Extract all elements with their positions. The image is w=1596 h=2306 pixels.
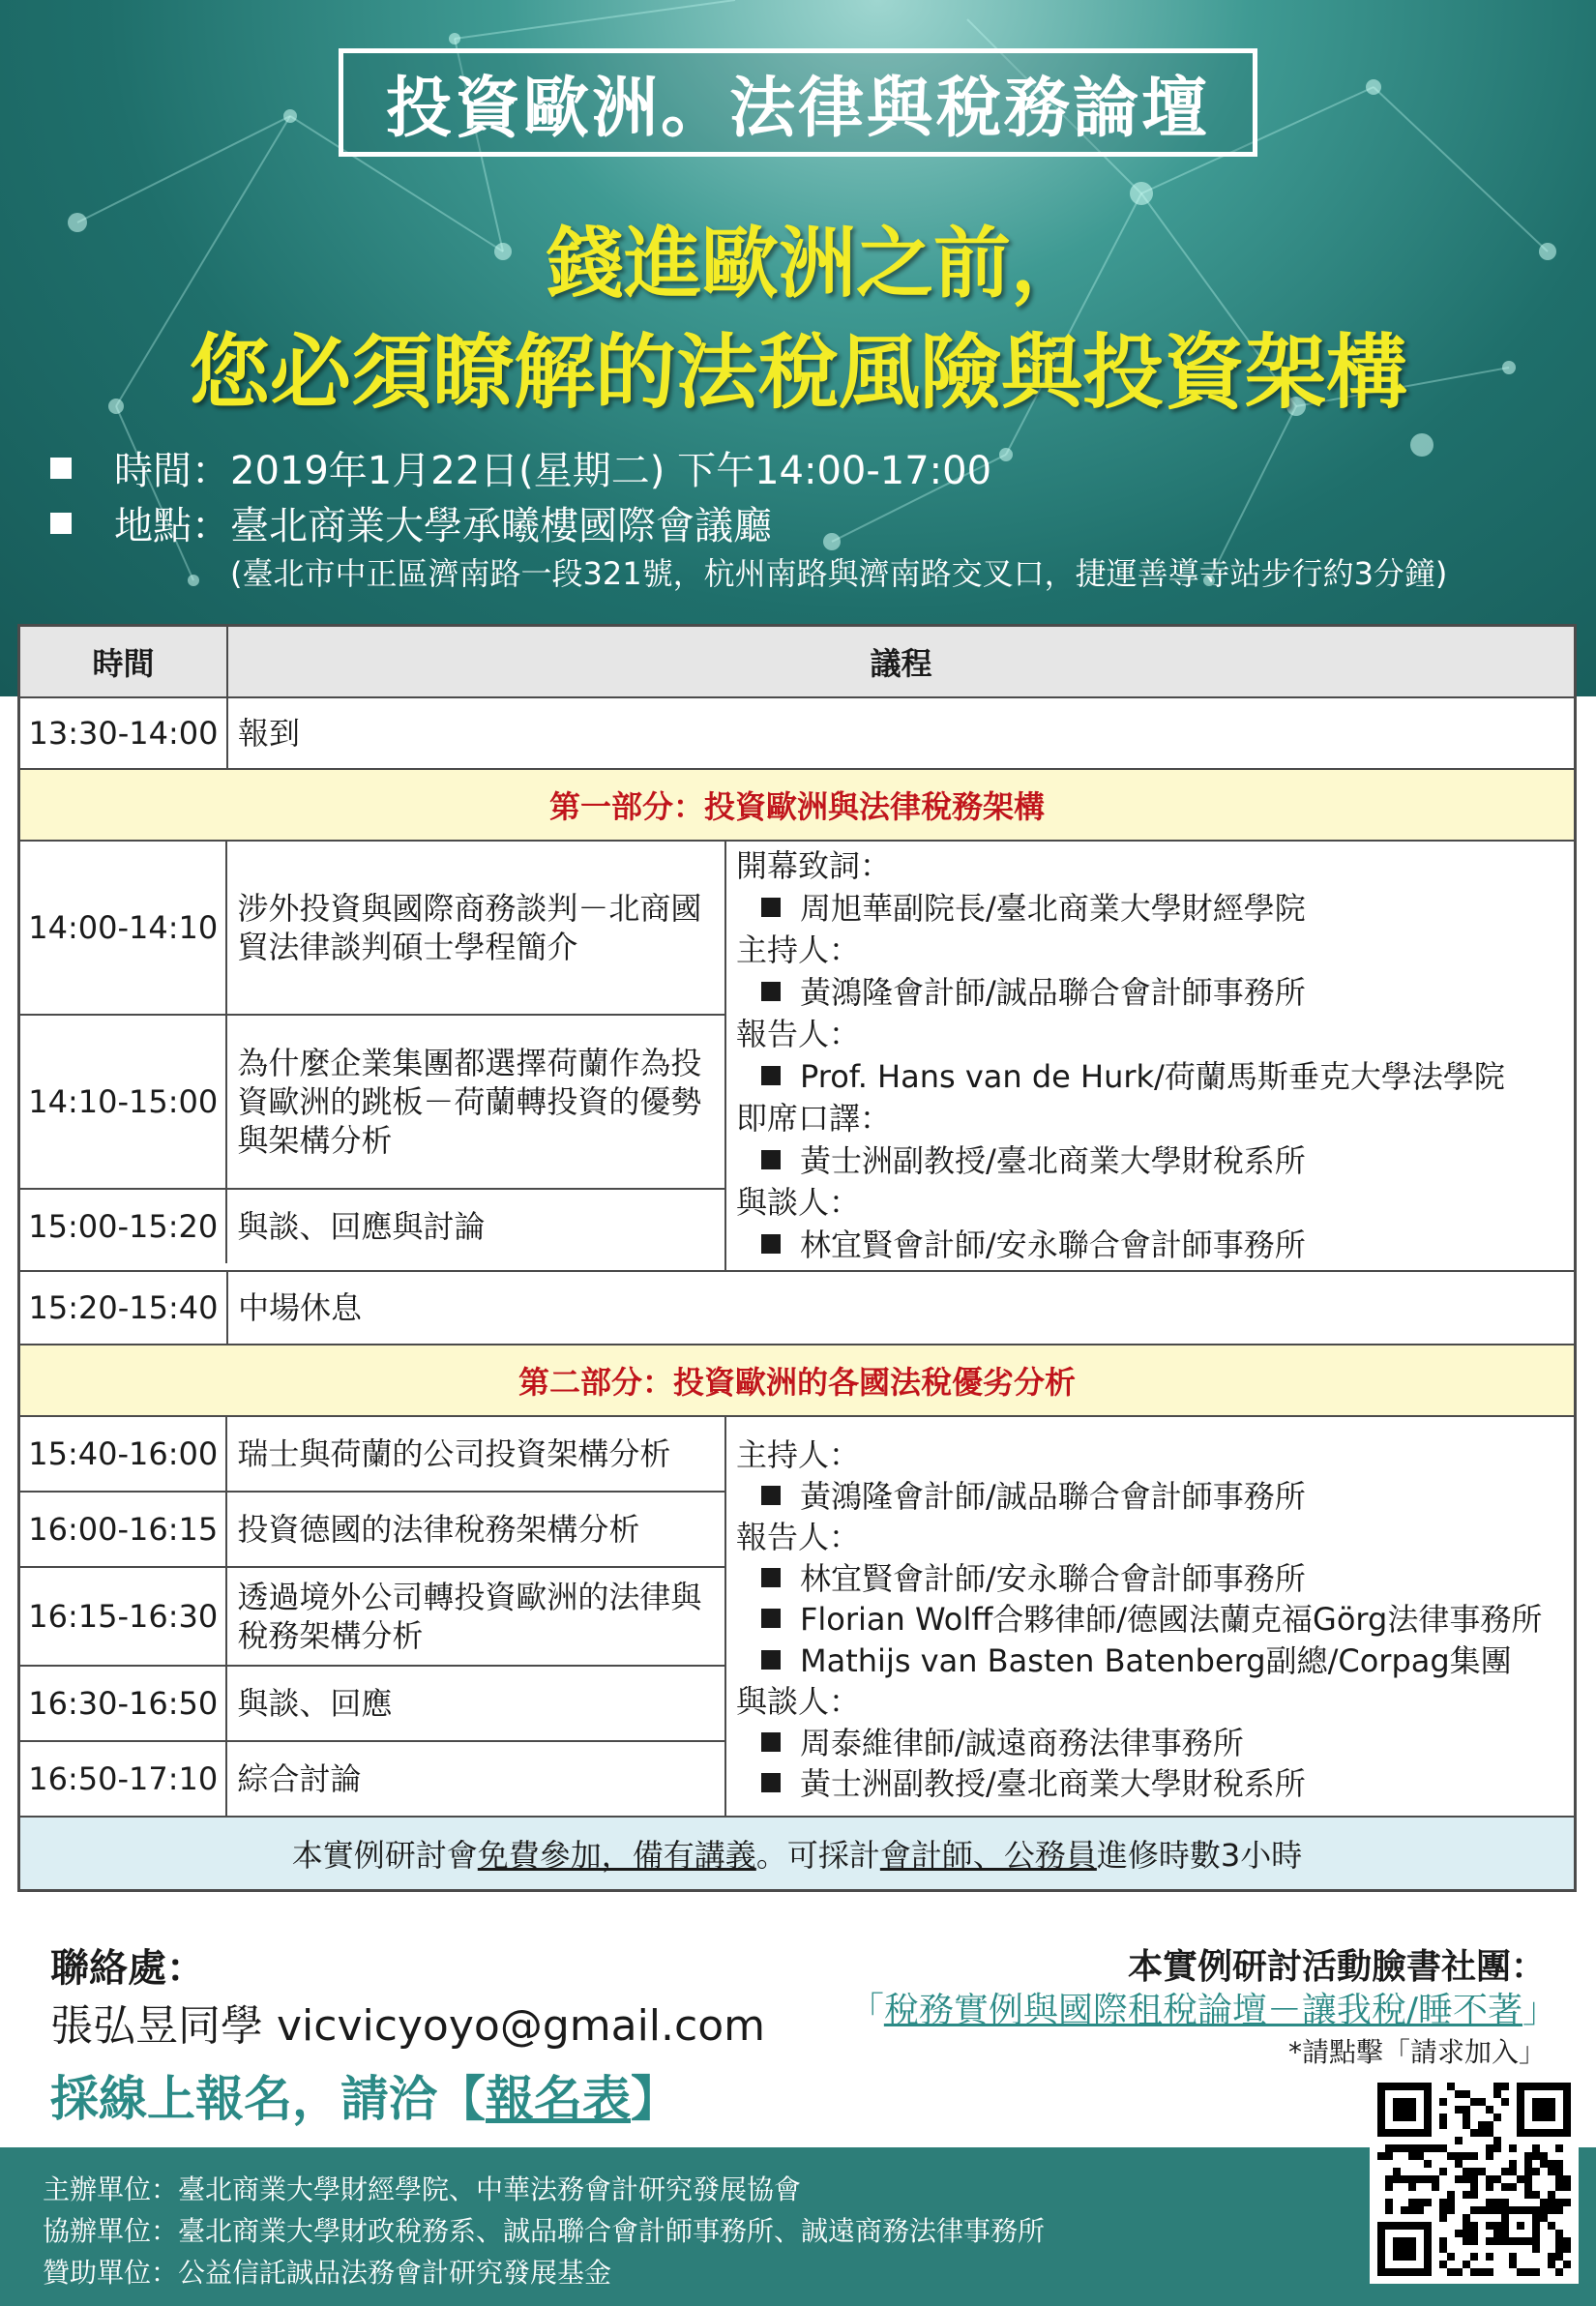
session-topic: 瑞士與荷蘭的公司投資架構分析 <box>237 1435 671 1472</box>
role-label: 報告人： <box>736 1519 861 1555</box>
table-row <box>20 1667 724 1742</box>
table-row <box>20 1742 724 1816</box>
footer-organizers <box>0 2147 1596 2306</box>
person-entry: 林宜賢會計師/安永聯合會計師事務所 <box>736 1225 1564 1267</box>
qr-code-icon <box>1377 2083 1571 2276</box>
table-header-row <box>20 627 1574 698</box>
table-row <box>20 1190 724 1263</box>
event-address: (臺北市中正區濟南路一段321號，杭州南路與濟南路交叉口，捷運善導寺站步行約3分鐘) <box>230 555 1448 592</box>
part2-block <box>20 1417 1574 1818</box>
contact-label: 聯絡處： <box>50 1946 205 1991</box>
session-time: 16:00-16:15 <box>20 1493 227 1566</box>
session-time: 16:30-16:50 <box>20 1667 227 1740</box>
square-bullet-icon <box>761 1609 781 1628</box>
person-entry: 黃士洲副教授/臺北商業大學財稅系所 <box>736 1763 1564 1805</box>
headline-line-1: 錢進歐洲之前， <box>547 219 1088 309</box>
session-time: 15:20-15:40 <box>20 1272 228 1344</box>
session-time: 15:40-16:00 <box>20 1417 227 1491</box>
role-label: 與談人： <box>736 1683 861 1720</box>
session-time: 16:50-17:10 <box>20 1742 227 1816</box>
table-row <box>20 1493 724 1568</box>
role-label: 開幕致詞： <box>736 847 892 884</box>
role-label: 主持人： <box>736 931 861 968</box>
person-entry: 周泰維律師/誠遠商務法律事務所 <box>736 1723 1564 1764</box>
registration-line: 採線上報名，請洽【報名表】 <box>50 2071 679 2127</box>
registration-form-link[interactable]: 報名表 <box>486 2071 631 2127</box>
square-bullet-icon <box>50 458 72 479</box>
column-header-program: 議程 <box>870 645 932 682</box>
facebook-group-link[interactable]: 稅務實例與國際租稅論壇－讓我稅/睡不著 <box>883 1991 1522 2030</box>
agenda-table <box>17 624 1577 1892</box>
square-bullet-icon <box>761 1568 781 1587</box>
organizer-line: 主辦單位：臺北商業大學財經學院、中華法務會計研究發展協會 <box>43 2173 802 2205</box>
session-topic: 涉外投資與國際商務談判－北商國貿法律談判碩士學程簡介 <box>237 890 702 965</box>
header-banner <box>0 0 1596 696</box>
person-entry: 周旭華副院長/臺北商業大學財經學院 <box>736 888 1564 931</box>
table-row <box>20 1272 1574 1345</box>
role-label: 與談人： <box>736 1184 861 1221</box>
square-bullet-icon <box>761 1486 781 1505</box>
session-time: 14:00-14:10 <box>20 842 227 1014</box>
sponsor-line: 贊助單位：公益信託誠品法務會計研究發展基金 <box>43 2257 612 2289</box>
square-bullet-icon <box>761 1732 781 1752</box>
person-entry: 黃士洲副教授/臺北商業大學財稅系所 <box>736 1140 1564 1183</box>
session-time: 13:30-14:00 <box>20 698 228 768</box>
table-row <box>20 1016 724 1190</box>
session-topic: 報到 <box>238 715 301 752</box>
person-entry: Florian Wolff合夥律師/德國法蘭克福Görg法律事務所 <box>736 1599 1564 1641</box>
session-topic: 為什麼企業集團都選擇荷蘭作為投資歐洲的跳板－荷蘭轉投資的優勢與架構分析 <box>237 1045 702 1159</box>
role-label: 即席口譯： <box>736 1100 892 1137</box>
square-bullet-icon <box>761 1773 781 1792</box>
person-entry: Prof. Hans van de Hurk/荷蘭馬斯垂克大學法學院 <box>736 1056 1564 1099</box>
qr-code[interactable] <box>1370 2075 1579 2284</box>
table-row <box>20 842 724 1016</box>
table-row <box>20 1417 724 1493</box>
session-topic: 中場休息 <box>238 1289 363 1326</box>
square-bullet-icon <box>761 898 781 917</box>
event-venue-text: 地點：臺北商業大學承曦樓國際會議廳 <box>114 504 772 548</box>
person-entry: 林宜賢會計師/安永聯合會計師事務所 <box>736 1558 1564 1600</box>
session-time: 14:10-15:00 <box>20 1016 227 1188</box>
part1-block <box>20 842 1574 1272</box>
person-entry: 黃鴻隆會計師/誠品聯合會計師事務所 <box>736 1476 1564 1518</box>
table-row <box>20 698 1574 770</box>
session-time: 16:15-16:30 <box>20 1568 227 1665</box>
facebook-group-label: 本實例研討活動臉書社團： <box>1127 1947 1546 1987</box>
facebook-group: 「稅務實例與國際租稅論壇－讓我稅/睡不著」 <box>848 1991 1557 2030</box>
role-label: 報告人： <box>736 1016 861 1052</box>
event-time-text: 時間：2019年1月22日(星期二) 下午14:00-17:00 <box>114 449 992 493</box>
event-venue <box>50 495 772 550</box>
event-time <box>50 440 991 495</box>
session-topic: 投資德國的法律稅務架構分析 <box>237 1511 640 1548</box>
square-bullet-icon <box>761 1150 781 1169</box>
session-topic: 與談、回應 <box>237 1685 393 1722</box>
person-entry: Mathijs van Basten Batenberg副總/Corpag集團 <box>736 1641 1564 1682</box>
session-time: 15:00-15:20 <box>20 1190 227 1263</box>
part1-section-title: 第一部分：投資歐洲與法律稅務架構 <box>20 770 1574 842</box>
contact-person: 張弘昱同學 vicvicyoyo@gmail.com <box>50 2001 765 2051</box>
square-bullet-icon <box>761 982 781 1001</box>
headline-line-2: 您必須瞭解的法稅風險與投資架構 <box>188 325 1407 420</box>
role-label: 主持人： <box>736 1436 861 1473</box>
facebook-join-hint: *請點擊「請求加入」 <box>1287 2036 1546 2068</box>
session-topic: 透過境外公司轉投資歐洲的法律與稅務架構分析 <box>237 1579 702 1654</box>
session-topic: 綜合討論 <box>237 1760 362 1797</box>
co-organizer-line: 協辦單位：臺北商業大學財政稅務系、誠品聯合會計師事務所、誠遠商務法律事務所 <box>43 2215 1046 2247</box>
square-bullet-icon <box>761 1650 781 1670</box>
square-bullet-icon <box>761 1066 781 1085</box>
column-header-time: 時間 <box>20 627 228 696</box>
part1-speakers <box>726 842 1574 1270</box>
forum-title: 投資歐洲。法律與稅務論壇 <box>339 48 1257 157</box>
person-entry: 黃鴻隆會計師/誠品聯合會計師事務所 <box>736 972 1564 1015</box>
free-admission-note: 本實例研討會 免費參加，備有講義 。可採計 會計師、公務員 進修時數3小時 <box>20 1818 1574 1889</box>
square-bullet-icon <box>50 513 72 534</box>
part2-speakers <box>726 1417 1574 1816</box>
session-topic: 與談、回應與討論 <box>237 1208 486 1245</box>
table-row <box>20 1568 724 1667</box>
square-bullet-icon <box>761 1234 781 1254</box>
part2-section-title: 第二部分：投資歐洲的各國法稅優劣分析 <box>20 1345 1574 1417</box>
